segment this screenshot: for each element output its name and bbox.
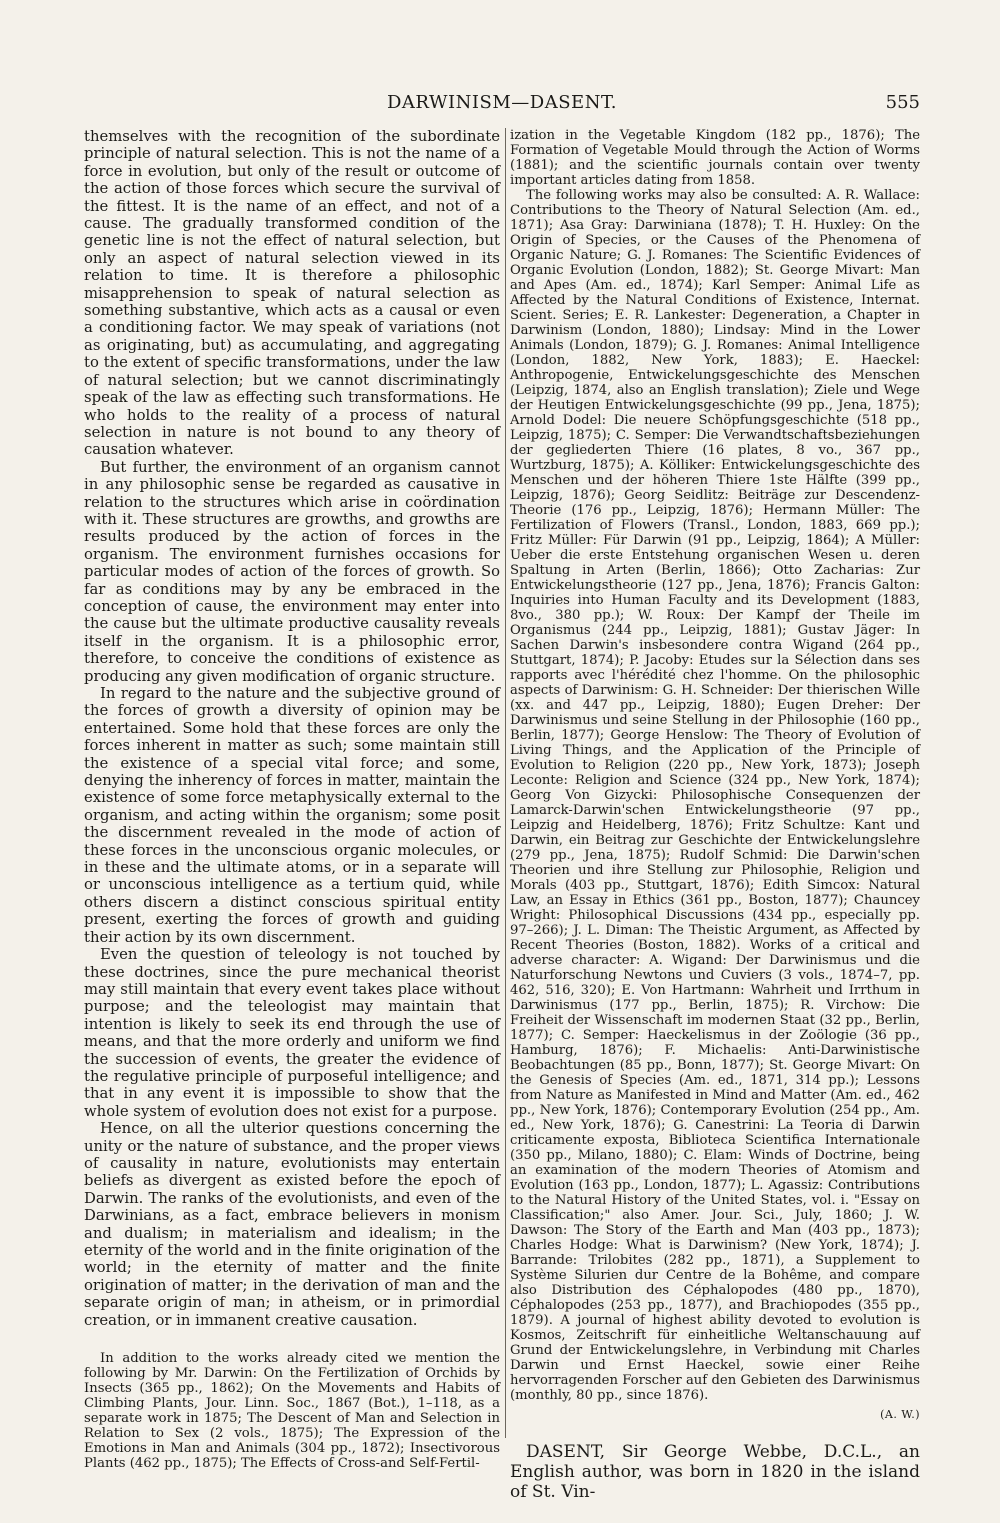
- column-divider: [505, 128, 506, 1438]
- right-column: [510, 128, 920, 1502]
- paragraph: Even the question of teleology is not touched by these doctrines, since the pure mechanical theorist may still maintain that every event takes place without purpose; and the teleologist may maintain that intention is likely to seek its end through the use of means, and that the more orderly and uniform we find the succession of events, the greater the evidence of the regulative principle of purposeful intelligence; and that in any event it is impossible to show that the whole system of evolution does not exist for a purpose.: [84, 946, 500, 1120]
- running-head: DARWINISM—DASENT.: [386, 92, 618, 113]
- page-header: [84, 86, 920, 118]
- paragraph: themselves with the recognition of the subordinate principle of natural selection. This is not the name of a force in evolution, but only of the result or outcome of the action of those forces which secure the survival of the fittest. It is the name of an effect, and not of a cause. The gradually transformed condition of the genetic line is not the effect of natural selection, but only an aspect of natural selection viewed in its relation to time. It is therefore a philosophic misapprehension to speak of natural selection as something substantive, which acts as a causal or even a conditioning factor. We may speak of variations (not as originating, but) as accumulating, and aggregating to the extent of specific transformations, under the law of natural selection; but we cannot discriminatingly speak of the law as effecting such transformations. He who holds to the reality of a process of natural selection in nature is not bound to any theory of causation whatever.: [84, 128, 500, 459]
- dasent-entry: DASENT, Sir George Webbe, D.C.L., an English author, was born in 1820 in the island of St. Vin-: [510, 1442, 920, 1502]
- page-number: 555: [885, 92, 920, 113]
- left-column: [84, 128, 500, 1472]
- paragraph: Hence, on all the ulterior questions concerning the unity or the nature of substance, and the proper views of causality in nature, evolutionists may entertain beliefs as divergent as existed before the epoch of Darwin. The ranks of the evolutionists, and even of the Darwinians, as a fact, embrace believers in monism and dualism; in materialism and idealism; in the eternity of the world and in the finite origination of the world; in the eternity of matter and the finite origination of matter; in the derivation of man and the separate origin of man; in atheism, or in primordial creation, or in immanent creative causation.: [84, 1120, 500, 1329]
- bibliography-note: In addition to the works already cited we mention the following by Mr. Darwin: On the Fertilization of Orchids by Insects (365 pp., 1862); On the Movements and Habits of Climbing Plants, Jour. Linn. Soc., 1867 (Bot.), 1–118, as a separate work in 1875; The Descent of Man and Selection in Relation to Sex (2 vols., 1875); The Expression of the Emotions in Man and Animals (304 pp., 1872); Insectivorous Plants (462 pp., 1875); The Effects of Cross-and Self-Fertil-: [84, 1351, 500, 1472]
- paragraph: But further, the environment of an organism cannot in any philosophic sense be regarded as causative in relation to the structures which arise in coördination with it. These structures are growths, and growths are results produced by the action of forces in the organism. The environment furnishes occasions for particular modes of action of the forces of growth. So far as conditions may by any be embraced in the conception of cause, the environment may enter into the cause but the ultimate productive causality reveals itself in the organism. It is a philosophic error, therefore, to conceive the conditions of existence as producing any given modification of organic structure.: [84, 458, 500, 685]
- bibliography-list: The following works may also be consulted: A. R. Wallace: Contributions to the Theory of Natural Selection (Am. ed., 1871); Asa Gray: Darwiniana (1878); T. H. Huxley: On the Origin of Species, or the Causes of the Phenomena of Organic Nature; G. J. Romanes: The Scientific Evidences of Organic Evolution (London, 1882); St. George Mivart: Man and Apes (Am. ed., 1874); Karl Semper: Animal Life as Affected by the Natural Conditions of Existence, Internat. Scient. Series; E. R. Lankester: Degeneration, a Chapter in Darwinism (London, 1880); Lindsay: Mind in the Lower Animals (London, 1879); G. J. Romanes: Animal Intelligence (London, 1882, New York, 1883); E. Haeckel: Anthropogenie, Entwickelungsgeschichte des Menschen (Leipzig, 1874, also an English translation); Ziele und Wege der Heutigen Entwickelungsgeschichte (99 pp., Jena, 1875); Arnold Dodel: Die neuere Schöpfungsgeschichte (518 pp., Leipzig, 1875); C. Semper: Die Verwandtschaftsbeziehungen der gegliederten Thiere (16 plates, 8 vo., 367 pp., Wurtzburg, 1875); A. Kölliker: Entwickelungsgeschichte des Menschen und der höheren Thiere 1ste Hälfte (399 pp., Leipzig, 1876); Georg Seidlitz: Beiträge zur Descendenz-Theorie (176 pp., Leipzig, 1876); Hermann Müller: The Fertilization of Flowers (Transl., London, 1883, 669 pp.); Fritz Müller: Für Darwin (91 pp., Leipzig, 1864); A Müller: Ueber die erste Entstehung organischen Wesen u. deren Spaltung in Arten (Berlin, 1866); Otto Zacharias: Zur Entwickelungstheorie (127 pp., Jena, 1876); Francis Galton: Inquiries into Human Faculty and its Development (1883, 8vo., 380 pp.); W. Roux: Der Kampf der Theile im Organismus (244 pp., Leipzig, 1881); Gustav Jäger: In Sachen Darwin's insbesondere contra Wigand (264 pp., Stuttgart, 1874); P. Jacoby: Etudes sur la Sélection dans ses rapports avec l'hérédité chez l'homme. On the philosophic aspects of Darwinism: G. H. Schneider: Der thierischen Wille (xx. and 447 pp., Leipzig, 1880); Eugen Dreher: Der Darwinismus und seine Stellung in der Philosophie (160 pp., Berlin, 1877); George Henslow: The Theory of Evolution of Living Things, and the Application of the Principle of Evolution to Religion (220 pp., New York, 1873); Joseph Leconte: Religion and Science (324 pp., New York, 1874); Georg Von Gizycki: Philosophische Consequenzen der Lamarck-Darwin'schen Entwickelungstheorie (97 pp., Leipzig and Heidelberg, 1876); Fritz Schultze: Kant und Darwin, ein Beitrag zur Geschichte der Entwickelungslehre (279 pp., Jena, 1875); Rudolf Schmid: Die Darwin'schen Theorien und ihre Stellung zur Philosophie, Religion und Morals (403 pp., Stuttgart, 1876); Edith Simcox: Natural Law, an Essay in Ethics (361 pp., Boston, 1877); Chauncey Wright: Philosophical Discussions (434 pp., especially pp. 97–266); J. L. Diman: The Theistic Argument, as Affected by Recent Theories (Boston, 1882). Works of a critical and adverse character: A. Wigand: Der Darwinismus und die Naturforschung Newtons und Cuviers (3 vols., 1874–7, pp. 462, 516, 320); E. Von Hartmann: Wahrheit und Irrthum in Darwinismus (177 pp., Berlin, 1875); R. Virchow: Die Freiheit der Wissenschaft im modernen Staat (32 pp., Berlin, 1877); C. Semper: Haeckelismus in der Zoölogie (36 pp., Hamburg, 1876); F. Michaelis: Anti-Darwinistische Beobachtungen (85 pp., Bonn, 1877); St. George Mivart: On the Genesis of Species (Am. ed., 1871, 314 pp.); Lessons from Nature as Manifested in Mind and Matter (Am. ed., 462 pp., New York, 1876); Contemporary Evolution (254 pp., Am. ed., New York, 1876); G. Canestrini: La Teoria di Darwin criticamente exposta, Biblioteca Scientifica Internationale (350 pp., Milano, 1880); C. Elam: Winds of Doctrine, being an examination of the modern Theories of Atomism and Evolution (163 pp., London, 1877); L. Agassiz: Contributions to the Natural History of the United States, vol. i. "Essay on Classification;" also Amer. Jour. Sci., July, 1860; J. W. Dawson: The Story of the Earth and Man (403 pp., 1873); Charles Hodge: What is Darwinism? (New York, 1874); J. Barrande: Trilobites (282 pp., 1871), a Supplement to Système Silurien dur Centre de la Bohême, and compare also Distribution des Céphalopodes (480 pp., 1870), Céphalopodes (253 pp., 1877), and Brachiopodes (355 pp., 1879). A journal of highest ability devoted to evolution is Kosmos, Zeitschrift für einheitliche Weltanschauung auf Grund der Entwickelungslehre, in Verbindung mit Charles Darwin und Ernst Haeckel, sowie einer Reihe hervorragenden Forscher auf den Gebieten des Darwinismus (monthly, 80 pp., since 1876).: [510, 188, 920, 1403]
- bibliography-continuation: ization in the Vegetable Kingdom (182 pp., 1876); The Formation of Vegetable Mould through the Action of Worms (1881); and the scientific journals contain over twenty important articles dating from 1858.: [510, 128, 920, 188]
- author-signature: (A. W.): [880, 1408, 920, 1421]
- paragraph: In regard to the nature and the subjective ground of the forces of growth a diversity of opinion may be entertained. Some hold that these forces are only the forces inherent in matter as such; some maintain still the existence of a special vital force; and some, denying the inherency of forces in matter, maintain the existence of some force metaphysically external to the organism, and acting within the organism; some posit the discernment revealed in the mode of action of these forces in the unconscious organic molecules, or in these and the ultimate atoms, or in a separate will or unconscious intelligence as a tertium quid, while others discern a distinct conscious spiritual entity present, exerting the forces of growth and guiding their action by its own discernment.: [84, 685, 500, 946]
